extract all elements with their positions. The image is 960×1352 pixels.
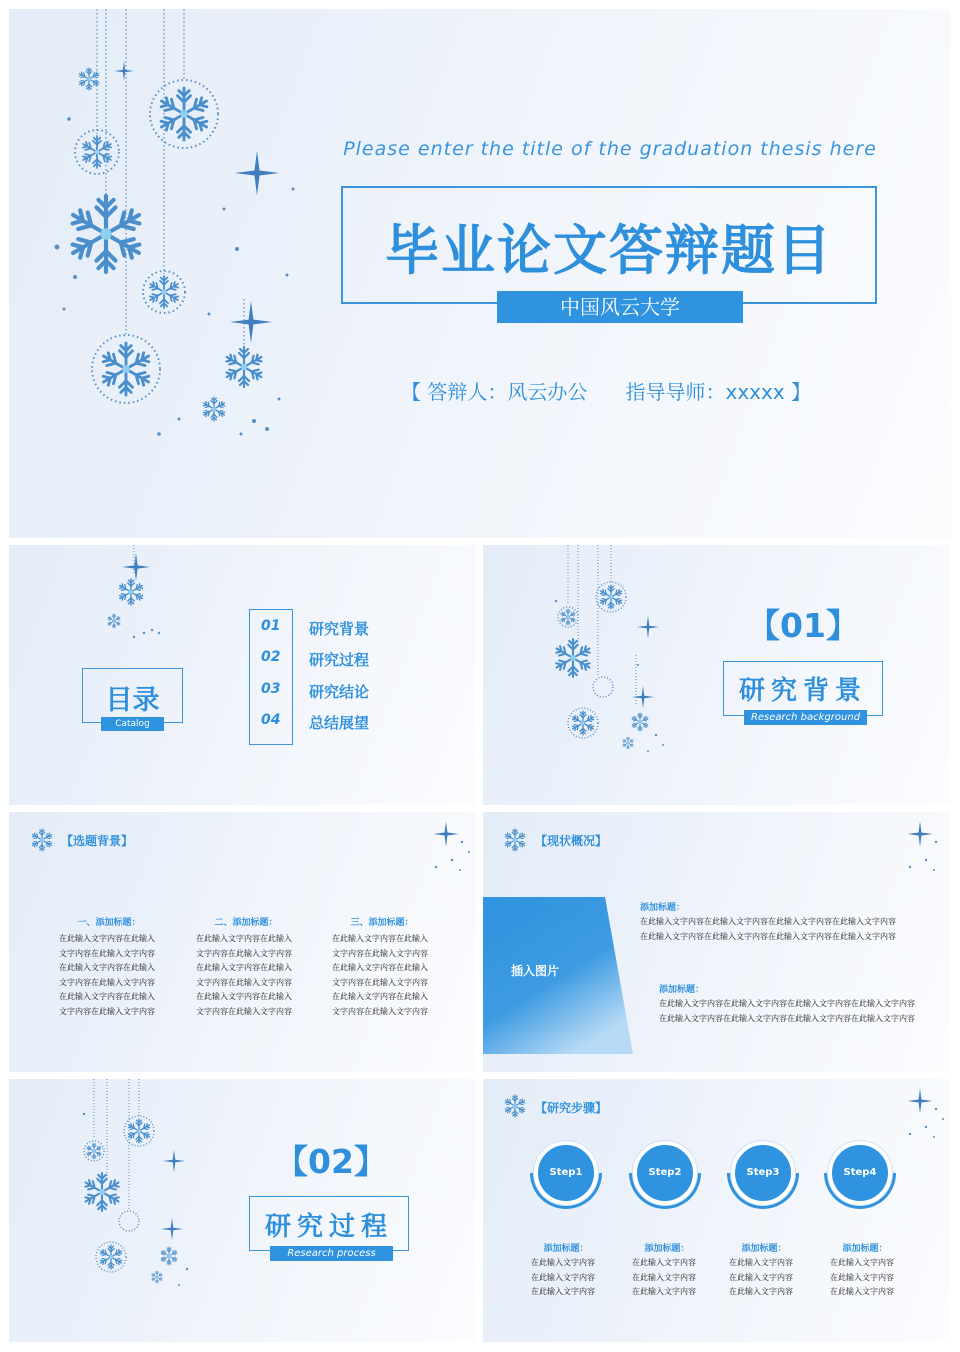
toc-item[interactable]: 研究背景 <box>309 620 370 638</box>
sparkle-decoration <box>898 1079 950 1159</box>
section-subtitle: Research background <box>744 710 867 725</box>
step-heading: 添加标题： <box>842 1244 888 1254</box>
step-lines: 在此输入文字内容 在此输入文字内容 在此输入文字内容 <box>729 1258 793 1297</box>
thesis-title: 毕业论文答辩题目 <box>385 219 833 282</box>
slide-header: 【研究步骤】 <box>535 1101 608 1115</box>
block-heading: 添加标题： <box>659 985 705 995</box>
toc-item[interactable]: 研究过程 <box>309 651 370 669</box>
step-text <box>729 1241 799 1300</box>
toc-title: 目录 <box>105 685 160 716</box>
step-lines: 在此输入文字内容 在此输入文字内容 在此输入文字内容 <box>531 1258 595 1297</box>
toc-item[interactable]: 总结展望 <box>309 714 370 732</box>
toc-number: 04 <box>261 712 281 728</box>
step-text <box>830 1241 900 1300</box>
toc-catalog-label: Catalog <box>101 717 164 731</box>
toc-item[interactable]: 研究结论 <box>309 683 370 701</box>
section-subtitle: Research process <box>270 1246 393 1261</box>
university-label: 中国风云大学 <box>497 291 743 323</box>
block-text: 在此输入文字内容在此输入文字内容在此输入文字内容在此输入文字内容 在此输入文字内容在此输入文字内容在此输入文字内容在此输入文字内容 <box>640 917 896 941</box>
section-01-slide[interactable] <box>483 545 950 805</box>
section-number: 【02】 <box>275 1142 387 1181</box>
step-lines: 在此输入文字内容 在此输入文字内容 在此输入文字内容 <box>830 1258 894 1297</box>
snowflake-decoration <box>94 545 184 645</box>
section-title: 研究背景 <box>738 676 867 706</box>
topic-background-slide[interactable] <box>9 812 476 1072</box>
slide-header: 【选题背景】 <box>61 834 134 848</box>
step-circle[interactable]: Step1 <box>534 1141 598 1205</box>
sparkle-decoration <box>424 812 476 892</box>
status-block <box>640 900 896 944</box>
snowflake-ornaments-decoration <box>69 1079 209 1299</box>
snowflake-icon <box>500 1091 530 1121</box>
research-steps-slide[interactable] <box>483 1079 950 1342</box>
cover-subtitle: Please enter the title of the graduation thesis here <box>343 138 877 160</box>
toc-number: 02 <box>261 649 281 665</box>
section-02-slide[interactable] <box>9 1079 476 1342</box>
snowflake-ornaments-decoration <box>9 9 309 459</box>
snowflake-icon <box>500 825 530 855</box>
column-heading: 三、添加标题： <box>350 918 414 928</box>
image-placeholder-label: 插入图片 <box>511 964 560 978</box>
column-heading: 一、添加标题： <box>77 918 141 928</box>
cover-slide[interactable] <box>9 9 951 538</box>
step-lines: 在此输入文字内容 在此输入文字内容 在此输入文字内容 <box>632 1258 696 1297</box>
column-text: 在此输入文字内容在此输入 文字内容在此输入文字内容 在此输入文字内容在此输入 文字内容在此输入文字内容 在此输入文字内容在此输入 文字内容在此输入文字内容 <box>332 934 428 1016</box>
step-circle[interactable]: Step2 <box>633 1141 697 1205</box>
step-text <box>632 1241 702 1300</box>
step-text <box>531 1241 601 1300</box>
status-block <box>659 982 915 1026</box>
section-title: 研究过程 <box>264 1212 393 1242</box>
toc-number: 01 <box>261 618 281 634</box>
sparkle-decoration <box>898 812 950 892</box>
column-text: 在此输入文字内容在此输入 文字内容在此输入文字内容 在此输入文字内容在此输入 文字内容在此输入文字内容 在此输入文字内容在此输入 文字内容在此输入文字内容 <box>59 934 155 1016</box>
image-placeholder-shape[interactable] <box>483 897 638 1057</box>
snowflake-ornaments-decoration <box>538 545 678 765</box>
content-column <box>332 915 432 1020</box>
content-column <box>196 915 296 1020</box>
step-heading: 添加标题： <box>644 1244 690 1254</box>
block-text: 在此输入文字内容在此输入文字内容在此输入文字内容在此输入文字内容 在此输入文字内容在此输入文字内容在此输入文字内容在此输入文字内容 <box>659 999 915 1023</box>
snowflake-icon <box>27 825 57 855</box>
step-circle[interactable]: Step3 <box>731 1141 795 1205</box>
block-heading: 添加标题： <box>640 903 686 913</box>
content-column <box>59 915 159 1020</box>
status-overview-slide[interactable] <box>483 812 950 1072</box>
slide-header: 【现状概况】 <box>535 834 608 848</box>
toc-number: 03 <box>261 681 281 697</box>
toc-slide[interactable] <box>9 545 476 805</box>
step-heading: 添加标题： <box>741 1244 787 1254</box>
column-text: 在此输入文字内容在此输入 文字内容在此输入文字内容 在此输入文字内容在此输入 文字内容在此输入文字内容 在此输入文字内容在此输入 文字内容在此输入文字内容 <box>196 934 292 1016</box>
section-number: 【01】 <box>747 606 859 645</box>
step-circle[interactable]: Step4 <box>828 1141 892 1205</box>
column-heading: 二、添加标题： <box>214 918 278 928</box>
presenter-line: 【 答辩人：风云办公 指导导师：xxxxx 】 <box>401 380 812 404</box>
step-heading: 添加标题： <box>543 1244 589 1254</box>
